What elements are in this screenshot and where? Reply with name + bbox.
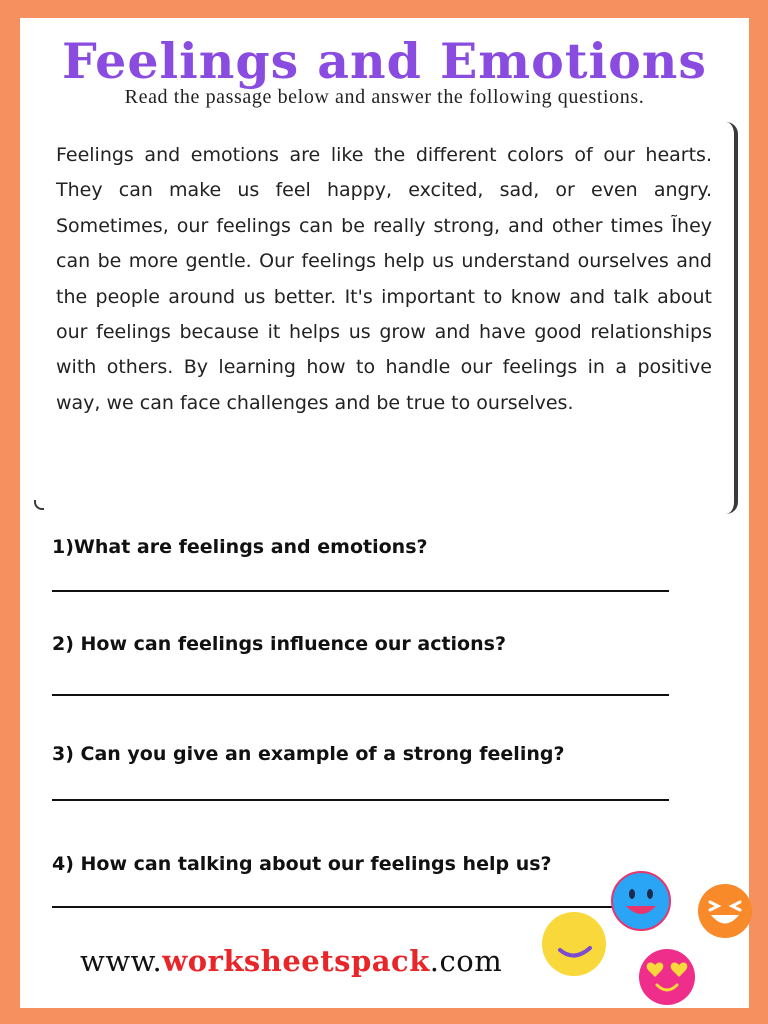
question-1: 1)What are feelings and emotions? bbox=[52, 536, 428, 558]
answer-line-4[interactable] bbox=[52, 906, 669, 908]
orange-laughing-emoji-icon bbox=[696, 882, 754, 940]
passage-bracket-left bbox=[34, 500, 44, 510]
blue-smiley-emoji-icon bbox=[610, 870, 672, 932]
question-4: 4) How can talking about our feelings help us? bbox=[52, 853, 552, 875]
answer-line-1[interactable] bbox=[52, 590, 669, 592]
answer-line-3[interactable] bbox=[52, 799, 669, 801]
reading-passage: Feelings and emotions are like the different colors of our hearts. They can make us feel happy, excited, sad, or even angry. Sometimes, our feelings can be really strong, and other times Ĩhey can be more gentle. Our feelings help us understand ourselves and the people around us better. It's important to know and talk about our feelings because it helps us grow and have good relationships with others. By learning how to handle our feelings in a positive way, we can face challenges and be true to ourselves. bbox=[56, 144, 712, 414]
worksheet-title: Feelings and Emotions bbox=[62, 32, 707, 90]
worksheet-page bbox=[20, 18, 749, 1008]
footer-suffix: .com bbox=[429, 944, 503, 978]
answer-line-2[interactable] bbox=[52, 694, 669, 696]
website-footer bbox=[80, 944, 502, 978]
question-3: 3) Can you give an example of a strong feeling? bbox=[52, 743, 565, 765]
passage-bracket-right bbox=[720, 122, 738, 514]
pink-heart-eyes-emoji-icon bbox=[633, 943, 701, 1005]
yellow-smile-emoji-icon bbox=[540, 910, 608, 978]
question-2: 2) How can feelings influence our actions? bbox=[52, 633, 506, 655]
footer-prefix: www. bbox=[80, 944, 163, 978]
instructions-text: Read the passage below and answer the following questions. bbox=[124, 86, 645, 108]
footer-brand: worksheetspack bbox=[162, 944, 430, 978]
